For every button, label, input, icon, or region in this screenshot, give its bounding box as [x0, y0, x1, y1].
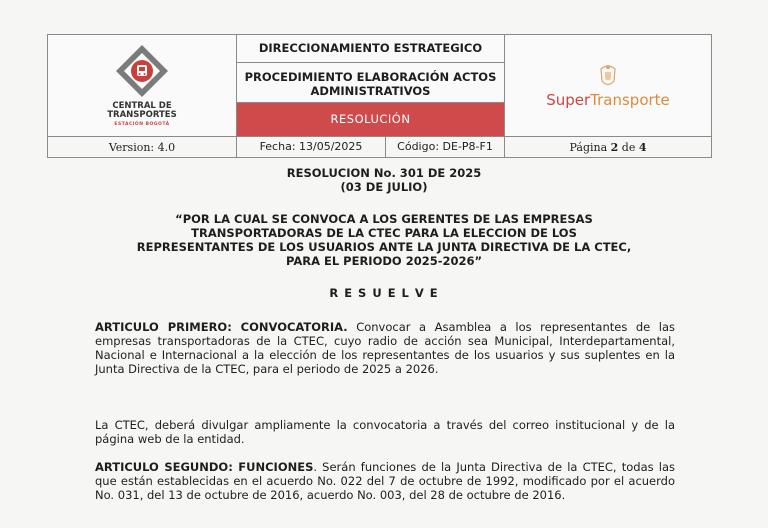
document-header-table	[47, 34, 712, 158]
ctec-logo	[92, 43, 192, 127]
article-1-heading: ARTICULO PRIMERO: CONVOCATORIA.	[95, 320, 348, 334]
supertransporte-brand	[546, 91, 670, 109]
header-title-1: DIRECCIONAMIENTO ESTRATEGICO	[237, 35, 505, 63]
article-1-paragraph-2: La CTEC, deberá divulgar ampliamente la convocatoria a través del correo institucional y de la página web de la entidad.	[95, 418, 675, 446]
subject-line-4: PARA EL PERIODO 2025-2026”	[285, 254, 483, 268]
article-2	[95, 460, 675, 502]
article-2-text: . Serán funciones de la Junta Directiva de la CTEC, todas las que están establecidas en el acuerdo No. 022 del 7 de octubre de 1992, modificado por el acuerdo No. 031, del 13 de octubre de 2016, acuerdo No. 003, del 28 de octubre de 2016.	[95, 460, 675, 502]
resolution-number: RESOLUCION No. 301 DE 2025	[286, 166, 482, 180]
subject-line-1: “POR LA CUAL SE CONVOCA A LOS GERENTES DE LAS EMPRESAS	[175, 212, 593, 226]
page-current: 2	[610, 140, 619, 154]
subject-line-2: TRANSPORTADORAS DE LA CTEC PARA LA ELECCION DE LOS	[191, 226, 577, 240]
codigo-label: Código: DE-P8-F1	[397, 140, 493, 153]
article-1	[95, 320, 675, 376]
header-title-2: PROCEDIMIENTO ELABORACIÓN ACTOS ADMINISTRATIVOS	[237, 62, 505, 102]
brand-part-transporte: Transporte	[590, 90, 670, 109]
fecha-label: Fecha: 13/05/2025	[237, 137, 386, 157]
resuelve-heading: R E S U E L V E	[329, 286, 439, 300]
ctec-diamond-icon	[112, 43, 172, 97]
brand-part-super: Super	[546, 90, 591, 109]
page-mid: de	[618, 140, 639, 154]
article-1-text: Convocar a Asamblea a los representantes de las empresas transportadoras de la CTEC, cuyo radio de acción sea Municipal, Interdepartamental, Nacional e Internacional a la elección de los representantes de los usuarios y sus suplentes en la Junta Directiva de la CTEC, para el periodo de 2025 a 2026.	[95, 320, 675, 376]
page-prefix: Página	[569, 140, 611, 154]
article-2-heading: ARTICULO SEGUNDO: FUNCIONES	[95, 460, 314, 474]
fecha-codigo-cell	[237, 137, 505, 158]
version-label: Version: 4.0	[48, 137, 237, 158]
page-total: 4	[638, 140, 647, 154]
supertransporte-logo-cell	[505, 35, 712, 137]
ctec-logo-tagline: ESTACIÓN BOGOTÁ	[114, 122, 170, 127]
ctec-logo-cell	[48, 35, 237, 137]
ctec-logo-line2: TRANSPORTES	[107, 110, 177, 120]
header-title-3: RESOLUCIÓN	[237, 102, 505, 136]
subject-line-3: REPRESENTANTES DE LOS USUARIOS ANTE LA JUNTA DIRECTIVA DE LA CTEC,	[136, 240, 632, 254]
coat-of-arms-icon	[597, 63, 619, 89]
page-number	[505, 137, 712, 158]
resolution-date: (03 DE JULIO)	[340, 180, 428, 194]
ctec-logo-line1: CENTRAL DE	[112, 101, 172, 111]
